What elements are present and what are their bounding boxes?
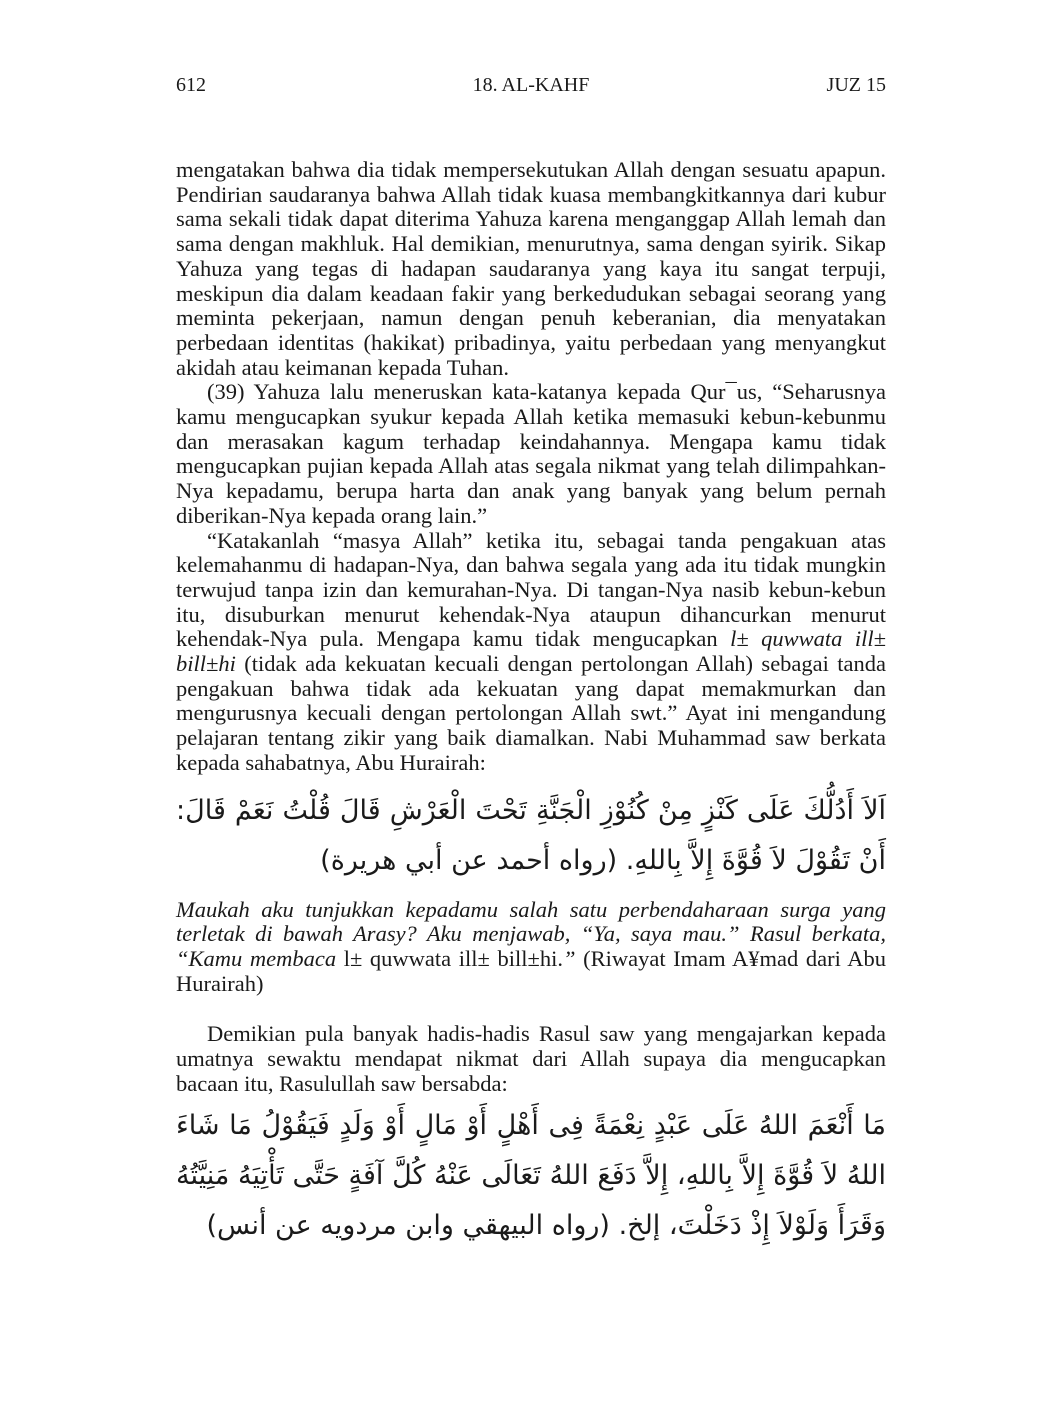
paragraph-3-start: “Katakanlah “masya Allah” ketika itu, sebagai tanda pengakuan atas kelemahanmu di hadapan-Nya, dan bahwa segala yang ada itu tidak mungkin terwujud tanpa izin dan kemurahan-Nya. Di tangan-Nya nasib kebun-kebun itu, disuburkan menurut kehendak-Nya ataupun dihancurkan menurut kehendak-Nya pula. Mengapa kamu tidak mengucapkan — [176, 527, 886, 652]
translation-part-1: Maukah aku tunjukkan kepadamu salah satu perbendaharaan surga yang terletak di bawah Arasy? Aku menjawab, “Ya, saya mau.” Rasul berkata, “Kamu membaca — [176, 896, 886, 971]
page-body — [176, 158, 886, 1251]
running-header — [176, 74, 886, 104]
juz-label: JUZ 15 — [826, 74, 886, 96]
hadith-translation — [176, 898, 886, 997]
hadith-1-text: اَلاَ أَدُلُّكَ عَلَى كَنْزٍ مِنْ كُنُوْزِ الْجَنَّةِ تَحْتَ الْعَرْشِ قَالَ قُلْتُ نَعَمْ قَالَ: أَنْ تَقُوْلَ لاَ قُوَّةَ إِلاَّ بِاللهِ. — [176, 794, 886, 876]
hadith-arabic-2 — [176, 1101, 886, 1251]
paragraph-3 — [176, 529, 886, 776]
hadith-2-text: مَا أَنْعَمَ اللهُ عَلَى عَبْدٍ نِعْمَةً فِى أَهْلٍ أَوْ مَالٍ أَوْ وَلَدٍ فَيَقُوْلُ مَا شَاءَ اللهُ لاَ قُوَّةَ إِلاَّ بِاللهِ، إِلاَّ دَفَعَ اللهُ تَعَالَى عَنْهُ كُلَّ آفَةٍ حَتَّى تَأْتِيَهُ مَنِيَّتُهُ وَقَرَأَ وَلَوْلاَ إِذْ دَخَلْتَ، إلخ. — [176, 1109, 886, 1241]
paragraph-3-end: (tidak ada kekuatan kecuali dengan pertolongan Allah) sebagai tanda pengakuan bahwa tidak ada kekuatan yang dapat memakmurkan dan mengurusnya kecuali dengan pertolongan Allah swt.” Ayat ini mengandung pelajaran tentang zikir yang baik diamalkan. Nabi Muhammad saw berkata kepada sahabatnya, Abu Hurairah: — [176, 651, 886, 775]
translation-transliteration: l± quwwata ill± bill±hi. — [343, 945, 563, 971]
translation-close-quote: ” — [562, 945, 576, 971]
hadith-arabic-1 — [176, 786, 886, 886]
transliteration-phrase: l± quwwata ill± bill±hi — [176, 626, 886, 677]
hadith-1-source: (رواه أحمد عن أبي هريرة) — [320, 844, 618, 876]
paragraph-2: (39) Yahuza lalu meneruskan kata-katanya kepada Qur¯us, “Seharusnya kamu mengucapkan syukur kepada Allah ketika memasuki kebun-kebunmu dan merasakan kagum terhadap keindahannya. Mengapa kamu tidak mengucapkan pujian kepada Allah atas segala nikmat yang telah dilimpahkan-Nya kepadamu, berupa harta dan anak yang banyak yang belum pernah diberikan-Nya kepada orang lain.” — [176, 379, 886, 528]
paragraph-1: mengatakan bahwa dia tidak mempersekutukan Allah dengan sesuatu apapun. Pendirian saudaranya bahwa Allah tidak kuasa membangkitkannya dari kubur sama sekali tidak dapat diterima Yahuza karena menganggap Allah lemah dan sama dengan makhluk. Hal demikian, menurutnya, sama dengan syirik. Sikap Yahuza yang tegas di hadapan saudaranya yang kaya itu sangat terpuji, meskipun dia dalam keadaan fakir yang berkedudukan sebagai seorang yang meminta pekerjaan, namun dengan penuh keberanian, dia menyatakan perbedaan identitas (hakikat) pribadinya, yaitu perbedaan yang menyangkut akidah atau keimanan kepada Tuhan. — [176, 157, 886, 380]
surah-title: 18. AL-KAHF — [472, 74, 590, 96]
translation-citation: (Riwayat Imam A¥mad dari Abu Hurairah) — [176, 945, 886, 996]
hadith-2-source: (رواه البيهقي وابن مردويه عن أنس) — [206, 1209, 610, 1241]
paragraph-4: Demikian pula banyak hadis-hadis Rasul saw yang mengajarkan kepada umatnya sewaktu mendapat nikmat dari Allah supaya dia mengucapkan bacaan itu, Rasulullah saw bersabda: — [176, 1021, 886, 1096]
page-number: 612 — [176, 74, 206, 96]
